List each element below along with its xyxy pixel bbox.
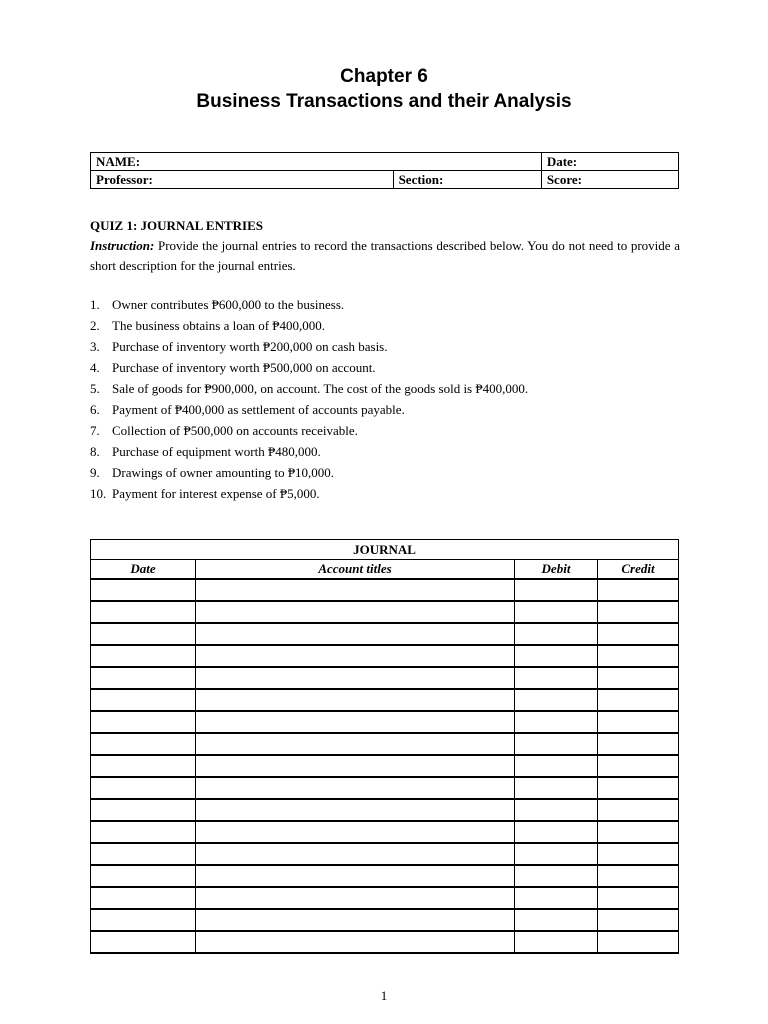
table-row — [91, 623, 679, 645]
instruction-text: Provide the journal entries to record the transactions described below. You do not need to provide a short description for the journal entries. — [90, 238, 680, 273]
account-titles-cell[interactable] — [196, 579, 515, 601]
date-cell[interactable] — [91, 865, 196, 887]
debit-cell[interactable] — [515, 733, 598, 755]
section-label: Section: — [398, 172, 444, 187]
table-row — [91, 711, 679, 733]
account-titles-cell[interactable] — [196, 667, 515, 689]
journal-table — [90, 539, 679, 954]
score-label: Score: — [546, 172, 582, 187]
column-header-date: Date — [91, 560, 196, 580]
date-cell[interactable] — [91, 689, 196, 711]
table-row — [91, 931, 679, 953]
list-item-number: 10. — [90, 486, 107, 501]
list-item-number: 8. — [90, 444, 100, 459]
debit-cell[interactable] — [515, 931, 598, 953]
credit-cell[interactable] — [598, 623, 679, 645]
date-cell[interactable] — [91, 623, 196, 645]
account-titles-cell[interactable] — [196, 931, 515, 953]
student-info-table — [90, 152, 679, 189]
name-field[interactable] — [91, 153, 542, 171]
list-item-text: Payment of ₱400,000 as settlement of accounts payable. — [112, 402, 405, 417]
journal-rows — [91, 579, 679, 953]
credit-cell[interactable] — [598, 579, 679, 601]
date-cell[interactable] — [91, 909, 196, 931]
account-titles-cell[interactable] — [196, 755, 515, 777]
debit-cell[interactable] — [515, 909, 598, 931]
debit-cell[interactable] — [515, 645, 598, 667]
name-label: NAME: — [96, 154, 141, 169]
table-row — [91, 865, 679, 887]
table-row — [91, 909, 679, 931]
debit-cell[interactable] — [515, 689, 598, 711]
credit-cell[interactable] — [598, 711, 679, 733]
list-item-number: 5. — [90, 381, 100, 396]
account-titles-cell[interactable] — [196, 645, 515, 667]
account-titles-cell[interactable] — [196, 843, 515, 865]
debit-cell[interactable] — [515, 755, 598, 777]
credit-cell[interactable] — [598, 667, 679, 689]
score-field[interactable] — [541, 171, 678, 189]
list-item-number: 1. — [90, 297, 100, 312]
list-item-number: 7. — [90, 423, 100, 438]
table-row — [91, 689, 679, 711]
document-header — [0, 64, 768, 114]
credit-cell[interactable] — [598, 821, 679, 843]
account-titles-cell[interactable] — [196, 865, 515, 887]
list-item — [90, 441, 680, 462]
credit-cell[interactable] — [598, 755, 679, 777]
date-cell[interactable] — [91, 645, 196, 667]
credit-cell[interactable] — [598, 689, 679, 711]
date-cell[interactable] — [91, 799, 196, 821]
list-item-text: Purchase of equipment worth ₱480,000. — [112, 444, 321, 459]
column-header-account-titles: Account titles — [196, 560, 515, 580]
debit-cell[interactable] — [515, 601, 598, 623]
table-row — [91, 601, 679, 623]
column-header-debit: Debit — [515, 560, 598, 580]
list-item-text: Purchase of inventory worth ₱200,000 on cash basis. — [112, 339, 388, 354]
chapter-label: Chapter 6 — [340, 66, 428, 87]
credit-cell[interactable] — [598, 931, 679, 953]
professor-label: Professor: — [96, 172, 153, 187]
date-cell[interactable] — [91, 601, 196, 623]
list-item-text: Collection of ₱500,000 on accounts receivable. — [112, 423, 358, 438]
list-item-text: The business obtains a loan of ₱400,000. — [112, 318, 326, 333]
account-titles-cell[interactable] — [196, 733, 515, 755]
date-cell[interactable] — [91, 667, 196, 689]
debit-cell[interactable] — [515, 887, 598, 909]
credit-cell[interactable] — [598, 887, 679, 909]
list-item-number: 4. — [90, 360, 100, 375]
debit-cell[interactable] — [515, 711, 598, 733]
debit-cell[interactable] — [515, 623, 598, 645]
list-item — [90, 483, 680, 504]
date-cell[interactable] — [91, 931, 196, 953]
professor-field[interactable] — [91, 171, 394, 189]
date-cell[interactable] — [91, 887, 196, 909]
date-field[interactable] — [541, 153, 678, 171]
quiz-title: QUIZ 1: JOURNAL ENTRIES — [90, 218, 264, 233]
account-titles-cell[interactable] — [196, 821, 515, 843]
credit-cell[interactable] — [598, 865, 679, 887]
credit-cell[interactable] — [598, 601, 679, 623]
debit-cell[interactable] — [515, 667, 598, 689]
table-row — [91, 777, 679, 799]
list-item — [90, 462, 680, 483]
table-row — [91, 579, 679, 601]
date-cell[interactable] — [91, 711, 196, 733]
list-item-text: Payment for interest expense of ₱5,000. — [112, 486, 320, 501]
debit-cell[interactable] — [515, 777, 598, 799]
credit-cell[interactable] — [598, 909, 679, 931]
table-row — [91, 821, 679, 843]
instruction-label: Instruction: — [90, 238, 155, 253]
date-cell[interactable] — [91, 843, 196, 865]
list-item — [90, 420, 680, 441]
list-item-number: 6. — [90, 402, 100, 417]
account-titles-cell[interactable] — [196, 601, 515, 623]
date-cell[interactable] — [91, 755, 196, 777]
date-cell[interactable] — [91, 579, 196, 601]
list-item-number: 9. — [90, 465, 100, 480]
credit-cell[interactable] — [598, 777, 679, 799]
list-item — [90, 378, 680, 399]
table-row — [91, 799, 679, 821]
list-item — [90, 315, 680, 336]
debit-cell[interactable] — [515, 799, 598, 821]
account-titles-cell[interactable] — [196, 777, 515, 799]
table-row — [91, 667, 679, 689]
account-titles-cell[interactable] — [196, 711, 515, 733]
list-item-text: Sale of goods for ₱900,000, on account. The cost of the goods sold is ₱400,000. — [112, 381, 529, 396]
list-item — [90, 399, 680, 420]
account-titles-cell[interactable] — [196, 623, 515, 645]
debit-cell[interactable] — [515, 843, 598, 865]
credit-cell[interactable] — [598, 733, 679, 755]
account-titles-cell[interactable] — [196, 887, 515, 909]
transaction-list — [90, 294, 680, 504]
section-field[interactable] — [393, 171, 541, 189]
list-item-number: 2. — [90, 318, 100, 333]
journal-title: JOURNAL — [91, 540, 679, 560]
chapter-title: Business Transactions and their Analysis — [196, 91, 572, 112]
date-cell[interactable] — [91, 777, 196, 799]
quiz-instruction — [90, 236, 680, 276]
account-titles-cell[interactable] — [196, 689, 515, 711]
date-cell[interactable] — [91, 821, 196, 843]
debit-cell[interactable] — [515, 865, 598, 887]
date-label: Date: — [546, 154, 578, 169]
debit-cell[interactable] — [515, 579, 598, 601]
credit-cell[interactable] — [598, 645, 679, 667]
table-row — [91, 645, 679, 667]
quiz-section — [90, 216, 680, 504]
account-titles-cell[interactable] — [196, 909, 515, 931]
table-row — [91, 755, 679, 777]
table-row — [91, 843, 679, 865]
list-item-text: Purchase of inventory worth ₱500,000 on account. — [112, 360, 376, 375]
list-item-text: Drawings of owner amounting to ₱10,000. — [112, 465, 335, 480]
list-item-number: 3. — [90, 339, 100, 354]
table-row — [91, 887, 679, 909]
date-cell[interactable] — [91, 733, 196, 755]
account-titles-cell[interactable] — [196, 799, 515, 821]
list-item — [90, 294, 680, 315]
list-item — [90, 357, 680, 378]
list-item-text: Owner contributes ₱600,000 to the business. — [112, 297, 345, 312]
column-header-credit: Credit — [598, 560, 679, 580]
page-number: 1 — [380, 988, 388, 1003]
table-row — [91, 733, 679, 755]
debit-cell[interactable] — [515, 821, 598, 843]
credit-cell[interactable] — [598, 799, 679, 821]
list-item — [90, 336, 680, 357]
credit-cell[interactable] — [598, 843, 679, 865]
